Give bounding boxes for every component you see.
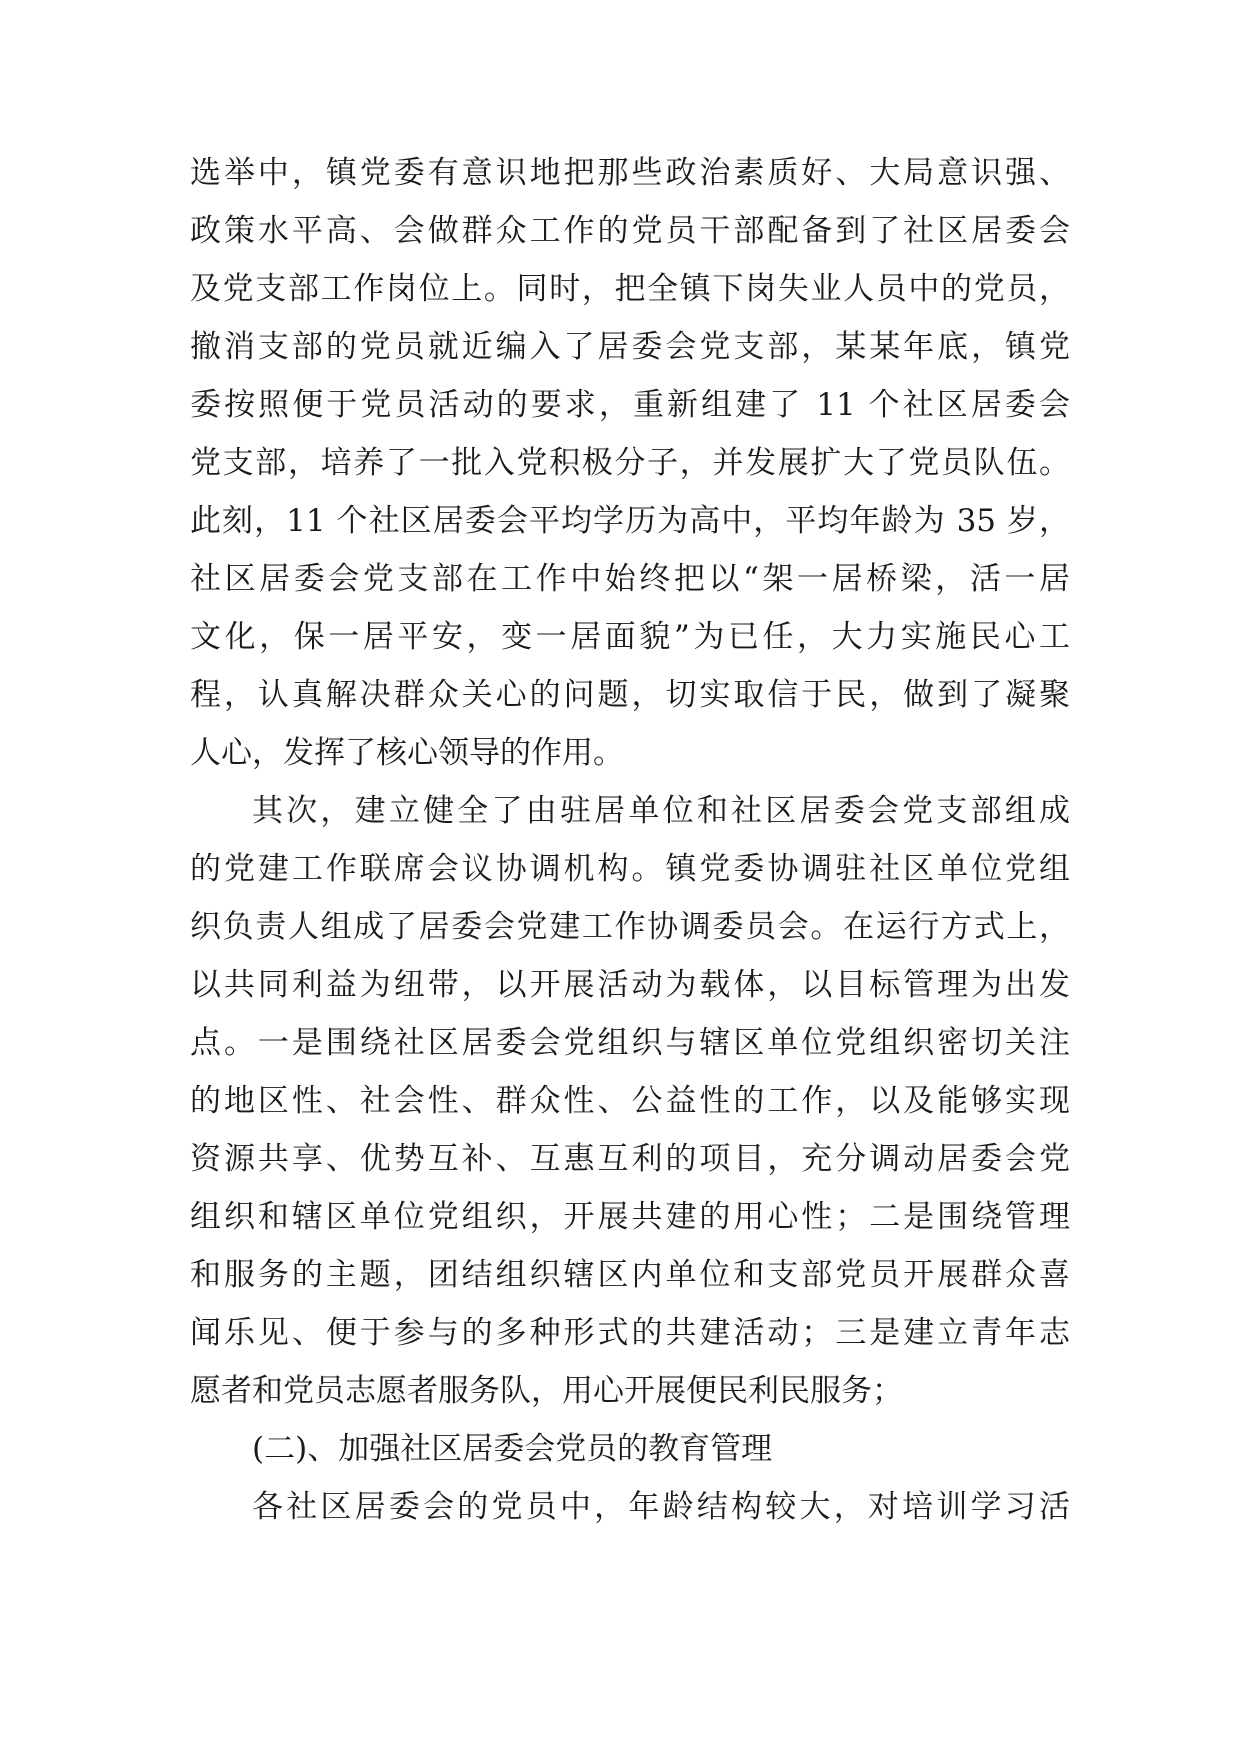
text-line: 及党支部工作岗位上。同时，把全镇下岗失业人员中的党员， [190, 271, 1070, 307]
text-line: 党支部，培养了一批入党积极分子，并发展扩大了党员队伍。 [190, 445, 1070, 481]
text-line: 文化，保一居平安，变一居面貌”为已任，大力实施民心工 [190, 619, 1070, 655]
text-line: 委按照便于党员活动的要求，重新组建了 11 个社区居委会 [190, 387, 1070, 423]
text-line: 程，认真解决群众关心的问题，切实取信于民，做到了凝聚 [190, 677, 1070, 713]
paragraph-last-line: 愿者和党员志愿者服务队，用心开展便民利民服务； [190, 1373, 903, 1409]
paragraph-first-line: 其次，建立健全了由驻居单位和社区居委会党支部组成 [252, 793, 1070, 829]
text-line: 的地区性、社会性、群众性、公益性的工作，以及能够实现 [190, 1083, 1070, 1119]
text-line: 社区居委会党支部在工作中始终把以“架一居桥梁，活一居 [190, 561, 1070, 597]
text-line: 选举中，镇党委有意识地把那些政治素质好、大局意识强、 [190, 155, 1070, 191]
section-heading: (二)、加强社区居委会党员的教育管理 [252, 1431, 773, 1467]
text-line: 政策水平高、会做群众工作的党员干部配备到了社区居委会 [190, 213, 1070, 249]
text-line: 资源共享、优势互补、互惠互利的项目，充分调动居委会党 [190, 1141, 1070, 1177]
paragraph-last-line: 人心，发挥了核心领导的作用。 [190, 735, 624, 771]
text-line: 和服务的主题，团结组织辖区内单位和支部党员开展群众喜 [190, 1257, 1070, 1293]
text-line: 撤消支部的党员就近编入了居委会党支部，某某年底，镇党 [190, 329, 1070, 365]
text-line: 此刻，11 个社区居委会平均学历为高中，平均年龄为 35 岁， [190, 503, 1070, 539]
paragraph-first-line: 各社区居委会的党员中，年龄结构较大，对培训学习活 [252, 1489, 1070, 1525]
text-line: 以共同利益为纽带，以开展活动为载体，以目标管理为出发 [190, 967, 1070, 1003]
text-line: 点。一是围绕社区居委会党组织与辖区单位党组织密切关注 [190, 1025, 1070, 1061]
text-line: 的党建工作联席会议协调机构。镇党委协调驻社区单位党组 [190, 851, 1070, 887]
text-line: 组织和辖区单位党组织，开展共建的用心性；二是围绕管理 [190, 1199, 1070, 1235]
text-line: 织负责人组成了居委会党建工作协调委员会。在运行方式上， [190, 909, 1070, 945]
text-line: 闻乐见、便于参与的多种形式的共建活动；三是建立青年志 [190, 1315, 1070, 1351]
